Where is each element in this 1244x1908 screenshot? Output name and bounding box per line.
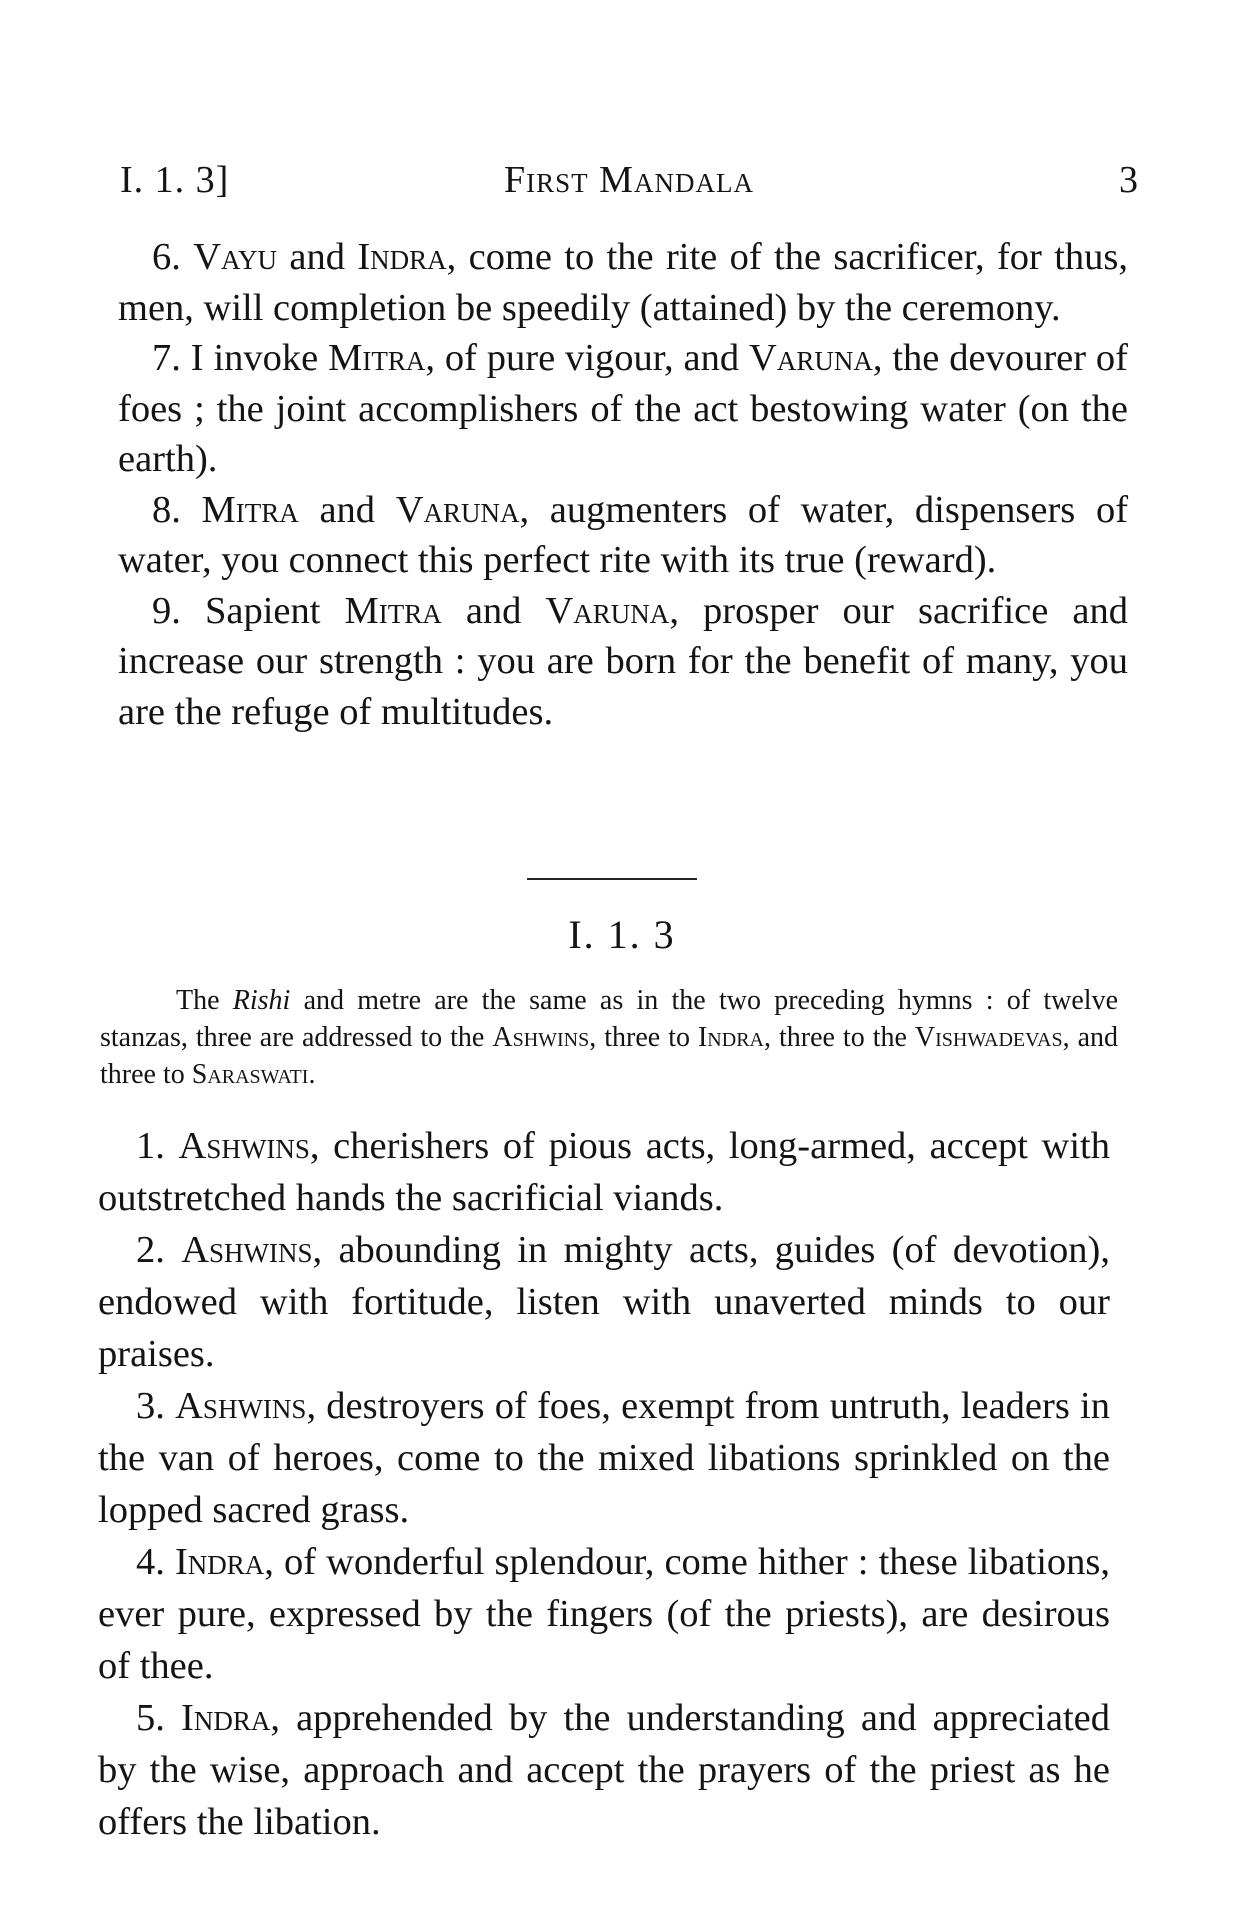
stanza xyxy=(118,485,1128,586)
stanza xyxy=(98,1120,1110,1224)
stanza xyxy=(98,1380,1110,1536)
deity-name: Mitra xyxy=(344,589,442,632)
deity-name: Varuna xyxy=(749,337,873,379)
deity-name: Ashwins xyxy=(181,1229,313,1271)
deity-name: Mitra xyxy=(328,337,426,379)
intro-text: . xyxy=(308,1059,316,1090)
deity-name: Varuna xyxy=(545,589,670,632)
stanza-text: , destroyers of foes, exempt from untruth, leaders in the van of heroes, come to the mixed libations sprinkled on the lopped sacred grass. xyxy=(98,1385,1111,1531)
stanza xyxy=(118,232,1128,333)
stanza-number: 7. xyxy=(152,337,181,379)
stanza-text: , come to the rite of the sacrificer, for thus, men, will completion be speedily (attained) by the ceremony. xyxy=(118,236,1129,329)
stanza-number: 2. xyxy=(136,1229,165,1271)
page-number: 3 xyxy=(1119,159,1138,201)
intro-text: The xyxy=(176,985,233,1016)
stanza-text: , of pure vigour, and xyxy=(425,337,750,379)
section-divider xyxy=(527,878,697,880)
stanza-text: , prosper our sacrifice and increase our strength : you are born for the benefit of many, you are the refuge of multitudes. xyxy=(118,589,1128,733)
stanza-text: , of wonderful splendour, come hither : these libations, ever pure, expressed by the fingers (of the priests), are desirous of thee. xyxy=(98,1541,1111,1687)
stanza-number: 8. xyxy=(152,488,181,531)
deity-name: Mitra xyxy=(201,488,299,531)
stanza-text: and xyxy=(441,589,546,632)
stanza xyxy=(98,1536,1110,1692)
hymn-introduction xyxy=(100,982,1118,1093)
stanza-number: 1. xyxy=(136,1125,165,1167)
stanza xyxy=(98,1224,1110,1380)
stanza-text: , apprehended by the understanding and appreciated by the wise, approach and accept the prayers of the priest as he offers the libation. xyxy=(98,1697,1110,1843)
stanza xyxy=(98,1692,1110,1848)
intro-deity: Vishwadevas xyxy=(914,1022,1063,1053)
stanza-number: 5. xyxy=(136,1697,165,1739)
hymn-heading: I. 1. 3 xyxy=(568,912,676,957)
intro-text: , three to xyxy=(589,1022,698,1053)
stanza-text: , abounding in mighty acts, guides (of devotion), endowed with fortitude, listen with unaverted minds to our praises. xyxy=(98,1229,1111,1375)
deity-name: Ashwins xyxy=(175,1385,307,1427)
stanzas-hymn-2-end xyxy=(118,232,1128,737)
deity-name: Varuna xyxy=(395,488,520,531)
intro-rishi: Rishi xyxy=(232,985,291,1016)
stanza-text: and xyxy=(277,236,358,278)
deity-name: Indra xyxy=(181,1697,271,1739)
stanza-text: I invoke xyxy=(190,337,329,379)
stanza-text: , augmenters of water, dispensers of water, you connect this perfect rite with its true (reward). xyxy=(118,488,1129,581)
intro-text: and metre are the same as in the two preceding hymns : of twelve stanzas, three are addressed to the xyxy=(100,985,1118,1053)
stanza xyxy=(118,586,1128,738)
stanza-text: , cherishers of pious acts, long-armed, accept with outstretched hands the sacrificial viands. xyxy=(98,1125,1110,1219)
deity-name: Indra xyxy=(174,1541,265,1583)
intro-deity: Ashwins xyxy=(492,1022,590,1053)
stanza-number: 4. xyxy=(136,1541,165,1583)
deity-name: Ashwins xyxy=(178,1125,310,1167)
stanza-text: Sapient xyxy=(204,589,345,632)
intro-deity: Indra xyxy=(697,1022,764,1053)
intro-text: , and three to xyxy=(100,1022,1119,1090)
stanza-number: 9. xyxy=(152,589,181,632)
stanza-number: 6. xyxy=(152,236,181,278)
stanzas-hymn-3 xyxy=(98,1120,1110,1848)
running-head-title: First Mandala xyxy=(504,159,754,201)
stanza xyxy=(118,333,1128,485)
deity-name: Vayu xyxy=(193,236,278,278)
running-head-reference: I. 1. 3] xyxy=(120,159,230,201)
stanza-text: and xyxy=(298,488,396,531)
deity-name: Indra xyxy=(357,236,447,278)
intro-text: , three to the xyxy=(763,1022,915,1053)
intro-deity: Saraswati xyxy=(191,1059,309,1090)
running-head xyxy=(120,150,1138,210)
stanza-number: 3. xyxy=(136,1385,165,1427)
stanza-text: , the devourer of foes ; the joint accomplishers of the act bestowing water (on the earth). xyxy=(118,337,1128,480)
